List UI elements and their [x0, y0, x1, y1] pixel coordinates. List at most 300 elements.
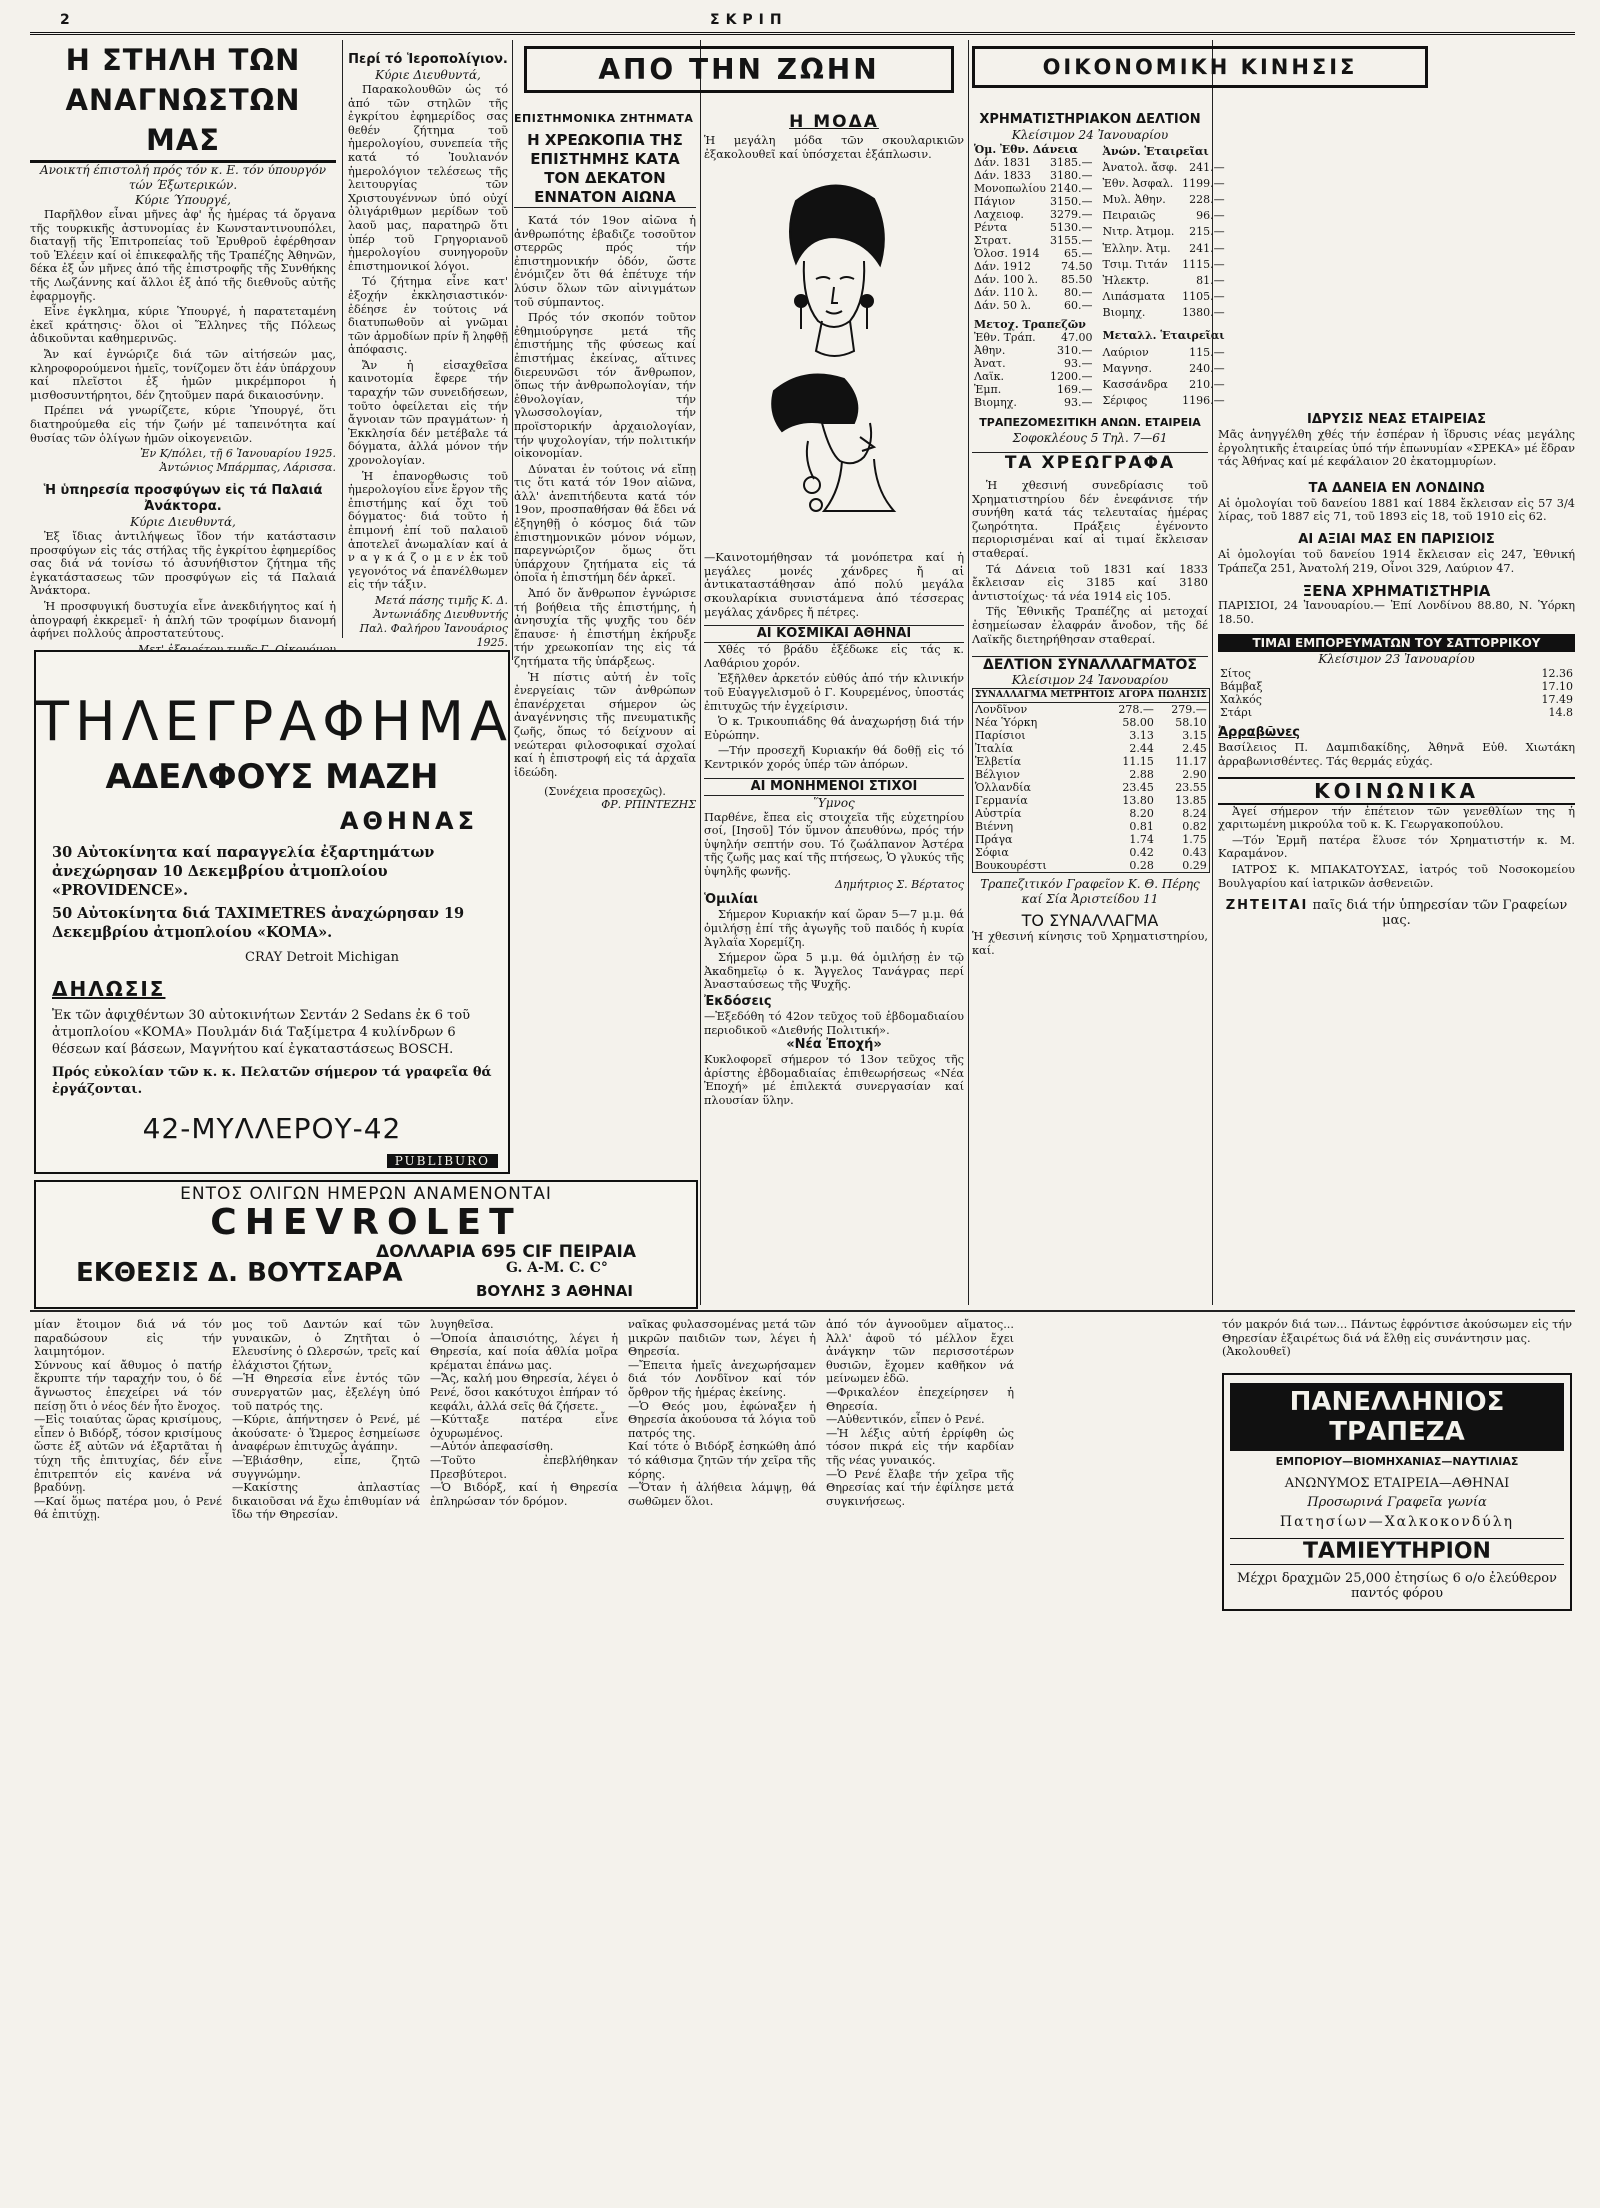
misc-name: Κασσάνδρα [1102, 378, 1168, 392]
currency-name: Πράγα [975, 833, 1013, 847]
woman-portrait-top [790, 186, 884, 357]
share-name: Ἐθν. Ἀσφαλ. [1102, 176, 1174, 190]
loan-name: Δάν. 110 λ. [974, 286, 1039, 299]
table-row [1101, 224, 1227, 240]
exchange-date: Κλείσιμον 24 Ἰανουαρίου [1011, 673, 1169, 688]
buy-value: 58.00 [1122, 716, 1154, 730]
bonds-heading: ΤΑ ΧΡΕΩΓΡΑΦΑ [972, 452, 1208, 473]
paragraph: Ὁ κ. Τρικουπιάδης θά ἀναχωρήσῃ διά τήν Εὐρώπην. [704, 715, 964, 742]
misc-value: 240.— [1189, 362, 1225, 376]
bank-value: 93.— [1064, 357, 1093, 370]
loan-name: Δάν. 1833 [974, 169, 1032, 182]
loan-name: Ὁλοσ. 1914 [974, 247, 1040, 260]
economics-column-b [1218, 112, 1575, 1302]
serial-column: ἀπό τόν ἀγνοοῦμεν αἴματος... Ἀλλ' ἀφοῦ τό μέλλον ἔχει ἀνάγκην τῶν περισσοτέρων θυσιῶν, ἔχομεν καθῆκον νά μείνωμεν ἐδῶ. —Φρικαλέον ἐπεχείρησεν ἡ Θηρεσία. —Αὐθεντικόν, εἶπεν ὁ Ρενέ. —Ἡ λέξις αὐτή ἐρρίφθη ὡς τόσον πικρά εἰς τήν καρδίαν τῆς νέας γυναικός. —Ὁ Ρενέ ἔλαβε τήν χεῖρα τῆς Θηρεσίας καί τήν ἐφίλησε μετά συγκινήσεως. [826, 1318, 1014, 1508]
readers-dateline: Ἐν Κ/πόλει, τῇ 6 Ἰανουαρίου 1925. [140, 447, 336, 461]
paragraph: ΙΑΤΡΟΣ Κ. ΜΠΑΚΑΤΟΥΣΑΣ, ἰατρός τοῦ Νοσοκομείου Βουλγαρίου καί ἰατρικῶν ἀσθενειῶν. [1218, 862, 1575, 890]
misc-name: Σέριφος [1102, 394, 1148, 408]
serial-column: τόν μακρόν διά των... Πάντως ἐφρόντισε ἀκούσωμεν εἰς τήν Θηρεσίαν ἐξαιρέτως διά νά ἔλθῃ εἰς συνάντησιν μας. (Ἀκολουθεῖ) [1222, 1318, 1572, 1359]
currency-name: Παρίσιοι [975, 729, 1026, 743]
share-name: Μυλ. Ἀθην. [1102, 193, 1166, 207]
notes-heading: Ὁμιλίαι [704, 892, 759, 908]
table-row [972, 357, 1095, 370]
notes-body [704, 908, 964, 992]
paragraph: Δύναται ἐν τούτοις νά εἴπῃ τις ὅτι κατά τόν 19ον αἰῶνα, ἀλλ' ἀνεπιτήδευτα κατά τόν 19ον, προσπαθήσαν θά ἔδει νά ἐξηγηθῇ ὁ κόσμος διά τῶν ἐπιστημονικῶν μόνον νόμων, παρεγνώριζον ὅμως ὅτι ὑπάρχουν ζητήματα εἰς τά ὁποῖα ἡ ἐπιστήμη δέν ἀρκεῖ. [514, 462, 696, 585]
paragraph: Ἡ ἐπανορθωσις τοῦ ἡμερολογίου εἶνε ἔργον τῆς ἐπιστήμης καί ὄχι τοῦ δόγματος· διά τοῦτο ἡ ἐπιμονή ἐπί τοῦ παλαιοῦ ἀποτελεῖ ἀνωμαλίαν καί ἀ ν α γ κ ά ζ ο μ ε ν ἐκ τοῦ γεγονότος νά ἐπανέλθωμεν εἰς τήν τάξιν. [348, 469, 508, 592]
table-header-row [973, 689, 1210, 703]
chevrolet-brand: CHEVROLET [210, 1202, 522, 1243]
fashion-caption: —Καινοτομήθησαν τά μονόπετρα καί ἡ μεγάλες μονές χάνδρες ἤ αἱ ἀντικαταστάθησαν ἀπό πολύ μεγάλα σκουλαρίκια συνιστάμενα ἀπό τέσσερας μεγάλας χάνδρες ἤ πέτρες. [704, 551, 964, 619]
table-row [972, 221, 1095, 234]
sell-value: 1.75 [1182, 833, 1207, 847]
shares-title: Ἀνών. Ἑταιρεῖαι [1102, 144, 1209, 158]
table-row [1218, 706, 1575, 719]
wanted-body: παῖς διά τήν ὑπηρεσίαν τῶν Γραφείων μας. [1312, 898, 1568, 929]
table-row [973, 807, 1210, 820]
currency-name: Σόφια [975, 846, 1009, 860]
fashion-illustration [704, 161, 964, 551]
bank-value: 169.— [1057, 383, 1093, 396]
telegram-sender: CRAY Detroit Michigan [245, 950, 399, 965]
table-row [972, 383, 1095, 396]
loan-name: Λαχειοφ. [974, 208, 1024, 221]
sell-value: 8.24 [1182, 807, 1207, 821]
table-row [972, 273, 1095, 286]
table-row [972, 156, 1095, 169]
item2-body [30, 530, 336, 641]
table-row [1101, 360, 1227, 376]
buy-value: 3.13 [1129, 729, 1154, 743]
exchange-col-header: ΑΓΟΡΑ [1118, 690, 1154, 701]
table-row [1218, 680, 1575, 693]
table-row [1101, 288, 1227, 304]
column-rule [512, 40, 513, 660]
table-row [972, 169, 1095, 182]
woman-portrait-bottom [772, 375, 894, 511]
banks-title: Μετοχ. Τραπεζῶν [974, 318, 1086, 331]
exchange-col-header: ΠΩΛΗΣΙΣ [1157, 690, 1207, 701]
calendar-title: Περί τό Ἱεροπολίγιον. [348, 52, 508, 67]
buy-value: 0.42 [1129, 846, 1154, 860]
table-row [973, 768, 1210, 781]
paragraph: Κατά τόν 19ον αἰῶνα ἡ ἀνθρωπότης ἐβαδιζε τοσοῦτον στερρῶς πρός τήν ἐπιστημονικήν ὁδόν, ὥστε ἐνόμιζεν ὅτι θά ἐπέτυχε τήν λύσιν ὅλων τῶν αἰνιγμάτων τοῦ σύμπαντος. [514, 214, 696, 309]
loan-value: 2140.— [1050, 182, 1093, 195]
loan-value: 3180.— [1050, 169, 1093, 182]
shares-table [1101, 143, 1227, 409]
share-value: 96.— [1196, 209, 1225, 223]
bulletin-title: ΧΡΗΜΑΤΙΣΤΗΡΙΑΚΟΝ ΔΕΛΤΙΟΝ [979, 112, 1201, 127]
loan-value: 3279.— [1050, 208, 1093, 221]
paragraph: Τά Δάνεια τοῦ 1831 καί 1833 ἔκλεισαν εἰς 3185 καί 3180 ἀντιστοίχως· τά νέα 1914 εἰς 105. [972, 562, 1208, 603]
wanted-notice [1218, 898, 1575, 928]
table-row [972, 344, 1095, 357]
share-value: 1105.— [1182, 289, 1225, 303]
wanted-heading: ΖΗΤΕΙΤΑΙ [1225, 898, 1309, 914]
paragraph: Παρῆλθον εἶναι μῆνες ἀφ' ἧς ἡμέρας τά ὄργανα τῆς τουρκικῆς ἀστυνομίας ἐν Κωνσταντινουπόλει, διαταγῇ τῆς Ἐπιτροπείας τοῦ Ἐρυθροῦ ἐφέρθησαν τοῦ Ἐλέειν καί οἱ ἐπικεφαλῆς τῆς Τραπέζης Ἀθηνῶν, δέκα ἐξ ὧν μῆνες ἀπό τῆς ἐπιστροφῆς τῆς Συνθήκης τῆς Λωζάννης καί ἄλλοι ἐξ ἀπό τῆς διεθνοῦς αὐτῆς ἐφαρμογῆς. [30, 208, 336, 303]
sell-value: 0.82 [1182, 820, 1207, 834]
table-row [1101, 393, 1227, 409]
calendar-greeting: Κύριε Διευθυντά, [375, 68, 481, 82]
masthead-bar [30, 10, 1575, 35]
table-row [972, 182, 1095, 195]
chevrolet-gmc: G. A-M. C. C° [506, 1260, 608, 1276]
bank-name: Βιομηχ. [974, 396, 1017, 409]
table-row [973, 820, 1210, 833]
table-row [972, 260, 1095, 273]
paragraph: Πρέπει νά γνωρίζετε, κύριε Ὑπουργέ, ὅτι διατηρούμεθα εἰς τήν ζωήν μέ ταπεινότητα καί θυσίας τῶν ὀλίγων ἡμῶν οἰκογενειῶν. [30, 404, 336, 445]
sell-value: 2.90 [1182, 768, 1207, 782]
bank-street: Πατησίων—Χαλκοκονδύλη [1279, 1513, 1515, 1530]
sell-value: 3.15 [1182, 729, 1207, 743]
paragraph: —Τόν Ἑρμῆ πατέρα ἔλυσε τόν Χρηματιστήν κ. Μ. Καραμάνον. [1218, 833, 1575, 861]
paragraph: Ἀπό ὅν ἄνθρωπον ἐγνώρισε τή βοήθεια τῆς ἐπιστήμης, ἡ ἀνησυχία τῆς ψυχῆς του δέν ἔπαυσε· ἡ ἐπιστήμη ἐκήρυξε τήν χρεωκοπίαν της εἰς τά ζητήματα τῆς ὑπάρξεως. [514, 587, 696, 668]
loan-name: Στρατ. [974, 234, 1012, 247]
new-era-body: Κυκλοφορεῖ σήμερον τό 13ον τεῦχος τῆς ἀρίστης ἑβδομαδιαίας ἐπιθεωρήσεως «Νέα Ἐποχή» μέ ἐπιλεκτά συνεργασίαν καί πλουσίαν ὕλην. [704, 1053, 964, 1107]
table-row [972, 195, 1095, 208]
table-row [972, 331, 1095, 344]
calendar-letter-column [348, 40, 508, 649]
table-row [1101, 377, 1227, 393]
table-row [973, 729, 1210, 742]
table-row [972, 234, 1095, 247]
buy-value: 1.74 [1129, 833, 1154, 847]
sell-value: 13.85 [1175, 794, 1207, 808]
column-rule [968, 40, 969, 1305]
arrivals-body: Βασίλειος Π. Δαμπιδακίδης, Ἀθηνᾶ Εὐθ. Χιωτάκη ἀρραβωνισθέντες. Τάς θερμάς εὐχάς. [1218, 741, 1575, 768]
london-heading: ΤΑ ΔΑΝΕΙΑ ΕΝ ΛΟΝΔΙΝΩ [1308, 480, 1485, 496]
paragraph: Ἄν καί ἐγνώριζε διά τῶν αἰτήσεών μας, κληροφορούμενοι ἡμεῖς, τονίζομεν ὅτι ἐάν ὑπάρχουν καί πλεῖστοι ἐξ ἡμῶν μικρέμποροι ἡ μισθοσυντήρητοι, δέν ζητοῦμεν παρά δικαιοσύνην. [30, 347, 336, 402]
founding-body: Μᾶς ἀνηγγέλθη χθές τήν ἐσπέραν ἡ ἵδρυσις νέας μεγάλης ἐργολητικῆς ἑταιρείας ὑπό τήν ἐπωνυμίαν «ΣΡΕΚΑ» μέ ἕδραν τάς Ἀθήνας καί μέ κεφάλαιον 20 ἑκατομμυρίων. [1218, 428, 1575, 469]
misc-name: Μαγνησ. [1102, 362, 1153, 376]
calendar-body [348, 83, 508, 592]
misc-value: 1196.— [1182, 394, 1225, 408]
currency-name: Βέλγιον [975, 768, 1020, 782]
paris-body: Αἱ ὁμολογίαι τοῦ δανείου 1914 ἔκλεισαν εἰς 247, Ἐθνική Τράπεζα 251, Ἀνατολή 219, Οἶνοι 329, Λαύριον 47. [1218, 547, 1575, 575]
bank-name: Ἀνατ. [974, 357, 1006, 370]
serial-column: λυγηθεῖσα. —Ὁποία ἀπαισιότης, λέγει ἡ Θηρεσία, καί ποία ἀθλία μοῖρα κρέμαται ἐπάνω μας. —Ἄς, καλή μου Θηρεσία, λέγει ὁ Ρενέ, ὅσοι κακότυχοι ἐπήραν τό κεφάλι, ἀλλά σεῖς θά ζήσετε. —Κύτταξε πατέρα εἶνε ὀχυρωμένος. —Αὐτόν ἀπεφασίσθη. —Τοῦτο ἐπεβλήθηκαν Πρεσβύτεροι. —Ὁ Βιδόρξ, καί ἡ Θηρεσία ἐπληρώσαν τόν δρόμον. [430, 1318, 618, 1508]
loan-name: Δάν. 50 λ. [974, 299, 1032, 312]
item2-heading: Ἡ ὑπηρεσία προσφύγων εἰς τά Παλαιά Ἀνάκτορα. [43, 483, 323, 515]
paris-heading: ΑΙ ΑΞΙΑΙ ΜΑΣ ΕΝ ΠΑΡΙΣΙΟΙΣ [1298, 531, 1495, 547]
table-row [1101, 344, 1227, 360]
notice-title: ΔΗΛΩΣΙΣ [52, 977, 166, 1001]
serial-story [34, 1318, 1214, 2198]
bulletin-grid [972, 143, 1225, 409]
table-row [973, 703, 1210, 717]
bank-ad [1222, 1373, 1572, 1611]
publications-heading: Ἐκδόσεις [704, 994, 772, 1010]
bank-company: ΑΝΩΝΥΜΟΣ ΕΤΑΙΡΕΙΑ—ΑΘΗΝΑΙ [1284, 1475, 1510, 1491]
currency-name: Ἰταλία [975, 742, 1013, 756]
currency-name: Λονδῖνον [975, 703, 1028, 717]
telegram-recipient: ΑΔΕΛΦΟΥΣ ΜΑΖΗ [105, 757, 439, 797]
readers-title: Η ΣΤΗΛΗ ΤΩΝ ΑΝΑΓΝΩΣΤΩΝ ΜΑΣ [30, 40, 336, 163]
telegram-city: ΑΘΗΝΑΣ [339, 807, 478, 835]
bank-rate: Μέχρι δραχμῶν 25,000 ἐτησίως 6 ο/ο ἐλεύθερον παντός φόρου [1237, 1570, 1557, 1601]
table-row [972, 208, 1095, 221]
serial-column: μίαν ἔτοιμον διά νά τόν παραδώσουν εἰς τήν λαιμητόμον. Σύννους καί ἄθυμος ὁ πατήρ ἔκρυπτε τήν ταραχήν του, ὁ δέ ἄγνωστος ἐπεχείρει νά τόν πείσῃ ὅτι ὁ νέος δέν ἦτο ἔνοχος. —Εἰς τοιαύτας ὥρας κρισίμους, εἶπεν ὁ Βιδόρξ, τόσον κρισίμους ὥστε ἐξ αὐτῶν νά ἐξαρτᾶται ἡ τύχη τῆς ἐπιτυχίας, δέν εἶνε ἐπιτρεπτόν εἰς κανένα νά βραδύνῃ. —Καί ὅμως πατέρα μου, ὁ Ρενέ θά ἐπιτύχῃ. [34, 1318, 222, 1522]
paragraph: Παρακολουθῶν ὡς τό ἀπό τῶν στηλῶν τῆς ἐγκρίτου ἐφημερίδος σας θεθέν ζήτημα τοῦ ἡμερολογίου, συνεπεία τῆς κατά τό Ἰουλιανόν ἡμερολόγιον τελέσεως τῆς λειτουργίας τῶν Χριστουγέννων ὑπό οὐχί ὀλιγάριθμων μερίδων τοῦ λαοῦ μας, παρατηρῶ ὅτι ὑπέρ τοῦ Γρηγοριανοῦ ἡμερολογίου συνηγοροῦν ἐπιστημονικοί λόγοι. [348, 83, 508, 273]
bank-subtitle: ΕΜΠΟΡΙΟΥ—ΒΙΟΜΗΧΑΝΙΑΣ—ΝΑΥΤΙΛΙΑΣ [1275, 1454, 1519, 1468]
bank-column [1222, 1318, 1572, 2198]
currency-name: Γερμανία [975, 794, 1028, 808]
commodity-value: 14.8 [1548, 706, 1573, 720]
loan-value: 65.— [1064, 247, 1093, 260]
foreign-body: ΠΑΡΙΣΙΟΙ, 24 Ἰανουαρίου.— Ἐπί Λονδίνου 88.80, Ν. Ὑόρκη 18.50. [1218, 599, 1575, 626]
economics-header: ΟΙΚΟΝΟΜΙΚΗ ΚΙΝΗΣΙΣ [972, 46, 1428, 88]
loan-value: 5130.— [1050, 221, 1093, 234]
item2-greeting: Κύριε Διευθυντά, [130, 515, 236, 530]
society-heading: ΑΙ ΚΟΣΜΙΚΑΙ ΑΘΗΝΑΙ [704, 625, 964, 643]
calendar-signature: Μετά πάσης τιμῆς Κ. Δ. Ἀντωνιάδης Διευθυντής [373, 593, 508, 621]
paragraph: Ἐξ ἴδιας ἀντιλήψεως ἴδον τήν κατάστασιν προσφύγων εἰς τάς στήλας τῆς ἐγκρίτου ἐφημερίδος σας διά νά τονίσω τό ἀσυνήθιστον ζήτημα τῆς ἐγκατάστασεως τῶν προσφύγων εἰς τά Παλαιά Ἀνάκτορα. [30, 530, 336, 598]
paragraph: Ἡ πίστις αὐτή ἐν τοῖς ἐνεργείαις τῶν ἀνθρώπων ἐπανέρχεται σήμερον ὡς ἀναγέννησις τῆς πνευματικῆς ζωῆς, ὅπως τό δείχνουν αἱ νεώτεραι φιλοσοφικαί σχολαί καί ἡ ἐπιστροφή εἰς τά ἀρχαῖα ἰδεώδη. [514, 670, 696, 779]
loan-value: 60.— [1064, 299, 1093, 312]
table-row [973, 846, 1210, 859]
table-row [1101, 272, 1227, 288]
poems-heading: ΑΙ ΜΟΝΗΜΕΝΟΙ ΣΤΙΧΟΙ [704, 778, 964, 796]
science-title: Η ΧΡΕΩΚΟΠΙΑ ΤΗΣ ΕΠΙΣΤΗΜΗΣ ΚΑΤΑ ΤΟΝ ΔΕΚΑΤΟΝ ΕΝΝΑΤΟΝ ΑΙΩΝΑ [514, 131, 696, 208]
table-row [973, 833, 1210, 846]
bank-name: Ἐμπ. [974, 383, 1002, 396]
table-row [973, 755, 1210, 768]
sell-value: 0.29 [1182, 859, 1207, 873]
table-row [1218, 693, 1575, 706]
loan-value: 80.— [1064, 286, 1093, 299]
telegram-title: ΤΗΛΕΓΡΑΦΗΜΑ [36, 690, 513, 753]
loan-name: Ρέντα [974, 221, 1008, 234]
paragraph: Χθές τό βράδυ ἐξέδωκε εἰς τάς κ. Λαθάριου χορόν. [704, 643, 964, 670]
share-name: Τσιμ. Τιτάν [1102, 257, 1168, 271]
loan-value: 74.50 [1061, 260, 1093, 273]
exchange-note: Τραπεζιτικόν Γραφεῖον Κ. Θ. Πέρης καί Σία Ἀριστείδου 11 [980, 877, 1200, 907]
share-value: 1199.— [1182, 176, 1225, 190]
bank-value: 1200.— [1050, 370, 1093, 383]
telegram-body-2: 50 Αὐτοκίνητα διά TAXIMETRES ἀναχώρησαν 19 Δεκεμβρίου ἀτμοπλοίου «KOMA». [52, 905, 465, 941]
paragraph: Ἐξῆλθεν ἀρκετόν εὐθύς ἀπό τήν κλινικήν τοῦ Εὐαγγελισμοῦ ὁ Γ. Κουρεμένος, ὑποστάς ἐπιτυχῶς τήν ἐγχείρισιν. [704, 672, 964, 713]
sell-value: 279.— [1171, 703, 1207, 717]
paragraph: Ἀγεί σήμερον τήν ἐπέτειον τῶν γενεθλίων της ἡ χαριτωμένη μικρούλα τοῦ κ. Κ. Γεωργακοπούλου. [1218, 804, 1575, 832]
social-header: ΚΟΙΝΩΝΙΚΑ [1218, 777, 1575, 805]
readers-column [30, 40, 336, 640]
paragraph: Σήμερον ὥρα 5 μ.μ. θά ὁμιλήσῃ ἐν τῷ Ἀκαδημεῖῳ ὁ κ. Ἄγγελος Τανάγρας περί Ἀνασταύσεως τῆς Ψυχῆς. [704, 951, 964, 992]
sell-value: 58.10 [1175, 716, 1207, 730]
social-body [1218, 805, 1575, 891]
masthead-title: ΣΚΡΙΠ [710, 12, 788, 28]
currency-name: Αὐστρία [975, 807, 1022, 821]
new-era-heading: «Νέα Ἐποχή» [786, 1037, 882, 1053]
readers-body [30, 208, 336, 445]
society-body [704, 643, 964, 771]
share-value: 215.— [1189, 225, 1225, 239]
table-row [1218, 667, 1575, 680]
bank-name: Ἐθν. Τράπ. [974, 331, 1036, 344]
loan-value: 85.50 [1061, 273, 1093, 286]
currency-name: Βιέννη [975, 820, 1014, 834]
loan-name: Δάν. 100 λ. [974, 273, 1039, 286]
share-value: 1115.— [1182, 257, 1225, 271]
share-value: 241.— [1189, 241, 1225, 255]
paragraph: Ἄν ἡ εἰσαχθεῖσα καινοτομία ἔφερε τήν ταραχήν τῶν συνειδήσεων, τοῦτο ὀφείλεται εἰς τήν ἄγνοιαν τῶν πραγμάτων· ἡ Ἐκκλησία δέν μετέβαλε τά δόγματα, ἀλλά μόνον τήν χρονολογίαν. [348, 358, 508, 468]
commodity-name: Σίτος [1220, 667, 1251, 681]
ad-agency: PUBLIBURO [387, 1154, 498, 1168]
telegram-ad [34, 650, 513, 1174]
share-name: Πειραιῶς [1102, 209, 1156, 223]
bank-address-2: Σοφοκλέους 5 Τηλ. 7—61 [1012, 431, 1168, 445]
table-row [972, 370, 1095, 383]
table-row [973, 742, 1210, 755]
table-row [1101, 256, 1227, 272]
share-name: Λιπάσματα [1102, 289, 1166, 303]
sell-value: 0.43 [1182, 846, 1207, 860]
science-author: ΦΡ. ΡΠΙΝΤΕΖΗΣ [601, 798, 696, 812]
paragraph: Ἡ προσφυγική δυστυχία εἶνε ἀνεκδιήγητος καί ἡ ἀπογραφή ἐκκρεμεῖ· ἡ ἁπλή τῶν τροφίμων διανομή ἀφήνει πολλούς ἀπροστατεύτους. [30, 600, 336, 641]
loan-name: Δάν. 1831 [974, 156, 1032, 169]
commodity-date: Κλείσιμον 23 Ἰανουαρίου [1318, 652, 1475, 667]
table-row [1101, 175, 1227, 191]
currency-name: Ἑλβετία [975, 755, 1022, 769]
page-number: 2 [60, 12, 70, 28]
poem-author: Δημήτριος Σ. Βέρτατος [834, 878, 964, 892]
buy-value: 2.44 [1129, 742, 1154, 756]
bank-savings: ΤΑΜΙΕΥΤΗΡΙΟΝ [1230, 1538, 1564, 1565]
table-row [972, 247, 1095, 260]
table-row [1101, 191, 1227, 207]
commodity-name: Στάρι [1220, 706, 1253, 720]
commodity-name: Χαλκός [1220, 693, 1262, 707]
sell-value: 11.17 [1175, 755, 1207, 769]
paragraph: Πρός τόν σκοπόν τοῦτον ἐθημιούργησε μετά τῆς ἐπιστήμης τῆς φύσεως καί ἐπιστήμας ἐκείνας, αἵτινες διερευνῶσι τόν ἄνθρωπον, ὅπως τήν ἀνθρωπολογίαν, τήν ἐθνολογίαν, τήν γλωσσολογίαν, τήν προϊστορικήν ἀρχαιολογίαν, τήν ψυχολογίαν, τήν πολιτικήν οἰκονομίαν. [514, 311, 696, 461]
loan-name: Πάγιον [974, 195, 1016, 208]
table-row [972, 396, 1095, 409]
table-row [973, 859, 1210, 873]
commodity-value: 17.49 [1541, 693, 1573, 707]
exchange-col-header: ΣΥΝΑΛΛΑΓΜΑ ΜΕΤΡΗΤΟΙΣ [975, 690, 1115, 701]
commodity-name: Βάμβαξ [1220, 680, 1263, 694]
share-name: Ἀνατολ. ἄσφ. [1102, 160, 1178, 174]
table-row [1101, 159, 1227, 175]
commodity-heading: ΤΙΜΑΙ ΕΜΠΟΡΕΥΜΑΤΩΝ ΤΟΥ ΣΑΤΤΟΡΡΙΚΟΥ [1218, 634, 1575, 652]
commodity-value: 17.10 [1541, 680, 1573, 694]
sell-value: 2.45 [1182, 742, 1207, 756]
loans-table [972, 143, 1095, 409]
serial-column: ναῖκας φυλασσομένας μετά τῶν μικρῶν παιδιῶν των, λέγει ἡ Θηρεσία. —Ἔπειτα ἡμεῖς ἀνεχωρήσαμεν διά τόν Λονδῖνον καί τόν ὄρθρον τῆς ἡμέρας ἐκείνης. —Ὁ Θεός μου, ἐφώναξεν ἡ Θηρεσία ἀκούουσα τά λόγια τοῦ πατρός της. Καί τότε ὁ Βιδόρξ ἐσηκώθη ἀπό τό κάθισμα ζητῶν τήν χεῖρα τῆς κόρης. —Ὅταν ἡ ἀλήθεια λάμψῃ, θά σωθῶμεν ὅλοι. [628, 1318, 816, 1508]
loans-title: Ὁμ. Ἐθν. Δάνεια [974, 143, 1078, 156]
misc-value: 210.— [1189, 378, 1225, 392]
exchange-heading: ΔΕΛΤΙΟΝ ΣΥΝΑΛΛΑΓΜΑΤΟΣ [972, 656, 1208, 673]
poems-subheading: Ὕμνος [813, 795, 855, 810]
telegram-address: 42-ΜΥΛΛΕΡΟΥ-42 [142, 1112, 402, 1145]
loan-value: 3155.— [1050, 234, 1093, 247]
share-value: 241.— [1189, 160, 1225, 174]
buy-value: 2.88 [1129, 768, 1154, 782]
section-rule [30, 1310, 1575, 1312]
share-value: 228.— [1189, 193, 1225, 207]
chevrolet-top: ΕΝΤΟΣ ΟΛΙΓΩΝ ΗΜΕΡΩΝ ΑΝΑΜΕΝΟΝΤΑΙ [180, 1184, 552, 1204]
buy-value: 0.28 [1129, 859, 1154, 873]
paragraph: Ἡ χθεσινή συνεδρίασις τοῦ Χρηματιστηρίου δέν ἐνεφάνισε τήν συνήθη κατά τάς τελευταίας ἡμέρας ζωηρότητα. Πράξεις ἐγένοντο περιορισμέναι καί αἱ τιμαί ἔκλεισαν σταθεραί. [972, 479, 1208, 560]
notice-end: Πρός εὐκολίαν τῶν κ. κ. Πελατῶν σήμερον τά γραφεῖα θά ἐργάζονται. [52, 1065, 492, 1097]
buy-value: 11.15 [1122, 755, 1154, 769]
paragraph: Εἶνε ἐγκλημα, κύριε Ὑπουργέ, ἡ παρατεταμένη ἐκεῖ κράτησις· ὅλοι οἱ Ἕλληνες τῆς Πόλεως ἀδικοῦνται καθημερινῶς. [30, 305, 336, 346]
readers-subtitle: Ανοικτή έπιστολή πρός τόν κ. Ε. τόν ύπουργόν τών Έξωτερικών. [39, 163, 327, 192]
share-name: Ἠλεκτρ. [1102, 273, 1150, 287]
science-label: ΕΠΙΣΤΗΜΟΝΙΚΑ ΖΗΤΗΜΑΤΑ [514, 112, 694, 125]
table-row [1101, 305, 1227, 321]
notice-body: Ἐκ τῶν ἀφιχθέντων 30 αὐτοκινήτων Σεντάν 2 Sedans ἐκ 6 τοῦ ἀτμοπλοίου «KOMA» Πουλμάν διά Ταξίμετρα 4 κυλίνδρων 6 θέσεων καί βάσεων, Μαγνήτου καί ἐγκαταστάσεως BOSCH. [52, 1008, 471, 1057]
paragraph: Σήμερον Κυριακήν καί ὥραν 5—7 μ.μ. θά ὁμιλήσῃ ἐπί τῆς ἀγωγῆς τοῦ παιδός ἡ κυρία Ἀγλαΐα Χορεμίζη. [704, 908, 964, 949]
chevrolet-price: ΔΟΛΛΑΡΙΑ 695 CIF ΠΕΙΡΑΙΑ [376, 1242, 636, 1262]
trade-heading: ΤΟ ΣΥΝΑΛΛΑΓΜΑ [1021, 911, 1159, 931]
table-row [972, 299, 1095, 312]
chevrolet-exhibit: ΕΚΘΕΣΙΣ Δ. ΒΟΥΤΣΑΡΑ [76, 1258, 403, 1288]
table-row [973, 716, 1210, 729]
bank-name: Λαϊκ. [974, 370, 1005, 383]
buy-value: 13.80 [1122, 794, 1154, 808]
science-continued: (Συνέχεια προσεχῶς). [544, 785, 666, 799]
readers-greeting: Κύριε Ύπουργέ, [135, 193, 231, 207]
commodity-table [1218, 667, 1575, 719]
commodity-value: 12.36 [1541, 667, 1573, 681]
column-rule [342, 40, 343, 638]
misc-title: Μεταλλ. Ἑταιρεῖαι [1102, 329, 1225, 343]
fashion-intro: Ἡ μεγάλη μόδα τῶν σκουλαρικιῶν ἐξακολουθεῖ καί ὑπόσχεται ἐξάπλωσιν. [704, 134, 964, 161]
buy-value: 23.45 [1122, 781, 1154, 795]
telegram-body-1: 30 Αὐτοκίνητα καί παραγγελία ἐξαρτημάτων ἀνεχώρησαν 10 Δεκεμβρίου ἀτμοπλοίου «PROVIDENCE». [52, 844, 435, 899]
table-row [1101, 240, 1227, 256]
currency-name: Ὁλλανδία [975, 781, 1031, 795]
readers-signature: Ἀντώνιος Μπάρμπας, Λάρισσα. [159, 461, 336, 475]
founding-heading: ΙΔΡΥΣΙΣ ΝΕΑΣ ΕΤΑΙΡΕΙΑΣ [1306, 412, 1487, 427]
loan-name: Δάν. 1912 [974, 260, 1032, 273]
stock-bulletin [972, 112, 1225, 1302]
bulletin-date: Κλείσιμον 24 Ἰανουαρίου [1011, 128, 1169, 142]
serial-column: μος τοῦ Δαντών καί τῶν γυναικῶν, ὁ Ζητῆται ὁ Ελευσίνης ὁ Ωλερσών, τρεῖς καί ἐλάχιστοι ζήτων. —Ἡ Θηρεσία εἶνε ἐντός τῶν συνεργατῶν μας, ἐξελέγη ὑπό τοῦ πατρός της. —Κύριε, ἀπήντησεν ὁ Ρενέ, μέ ἀκούσατε· ὁ Ὥμερος ἐσημείωσε ἀναφέρων ἐπιτυχῶς ἀγάπην. —Ἐβιάσθην, εἶπε, ζητῶ συγγνώμην. —Κακίστης ἀπλαστίας δικαιοῦσαι νά ἔχω ἐπιθυμίαν νά ἴδω τήν Θηρεσίαν. [232, 1318, 420, 1522]
fashion-title: Η ΜΟΔΑ [789, 112, 879, 132]
buy-value: 0.81 [1129, 820, 1154, 834]
share-value: 81.— [1196, 273, 1225, 287]
publications-body: —Ἐξεδόθη τό 42ον τεῦχος τοῦ ἑβδομαδιαίου περιοδικοῦ «Διεθνής Πολιτική». [704, 1010, 964, 1037]
bank-name: Ἀθην. [974, 344, 1006, 357]
currency-name: Νέα Ὑόρκη [975, 716, 1038, 730]
loan-name: Μονοπωλίου [974, 182, 1046, 195]
share-name: Ἑλλην. Ἀτμ. [1102, 241, 1171, 255]
bank-value: 47.00 [1061, 331, 1093, 344]
paragraph: Τό ζήτημα εἶνε κατ' ἐξοχήν ἐκκλησιαστικόν· ἐδέησε ἐν τούτοις νά διατυπωθοῦν αἱ γνῶμαι τῶν ἁρμοδίων πρίν ἤ ληφθῇ ἀπόφασις. [348, 275, 508, 357]
from-life-header: ΑΠΟ ΤΗΝ ΖΩΗΝ [524, 46, 954, 93]
table-row [972, 286, 1095, 299]
sell-value: 23.55 [1175, 781, 1207, 795]
paragraph: —Τήν προσεχῆ Κυριακήν θά δοθῇ εἰς τό Κεντρικόν χορός ὑπέρ τῶν ἀπόρων. [704, 744, 964, 771]
trade-body: Ἡ χθεσινή κίνησις τοῦ Χρηματιστηρίου, καί. [972, 930, 1208, 957]
foreign-heading: ΞΕΝΑ ΧΡΗΜΑΤΙΣΤΗΡΙΑ [1302, 582, 1491, 601]
misc-value: 115.— [1189, 345, 1225, 359]
bank-value: 310.— [1057, 344, 1093, 357]
table-row [973, 781, 1210, 794]
table-row [1101, 208, 1227, 224]
share-value: 1380.— [1182, 306, 1225, 320]
bank-address-1: ΤΡΑΠΕΖΟΜΕΣΙΤΙΚΗ ΑΝΩΝ. ΕΤΑΙΡΕΙΑ [979, 416, 1201, 429]
buy-value: 278.— [1118, 703, 1154, 717]
bank-name: ΠΑΝΕΛΛΗΝΙΟΣ ΤΡΑΠΕΖΑ [1230, 1383, 1564, 1451]
poem-text: Παρθένε, ἔπεα εἰς στοιχεῖα τῆς εὐχετηρίου σοί, [Ιησοῦ] Τόν ὕμνον ἀπευθύνω, πρός τήν ὑψηλήν σεπτήν σου. Τό ζωάλπανον Ἀστέρα τῆς ζωῆς μας καί τῆς πτήσεως, Ὁ γλυκύς τῆς ὑψηλῆς φωνῆς. [704, 810, 964, 878]
science-article [514, 112, 696, 1302]
science-body [514, 214, 696, 779]
table-row [973, 794, 1210, 807]
buy-value: 8.20 [1129, 807, 1154, 821]
arrivals-heading: Ἀρραβῶνες [1218, 725, 1301, 741]
london-body: Αἱ ὁμολογίαι τοῦ δανείου 1881 καί 1884 ἔκλεισαν εἰς 57 3/4 λίρας, τοῦ 1887 εἰς 71, τοῦ 1893 εἰς 18, τοῦ 1910 εἰς 62. [1218, 496, 1575, 524]
